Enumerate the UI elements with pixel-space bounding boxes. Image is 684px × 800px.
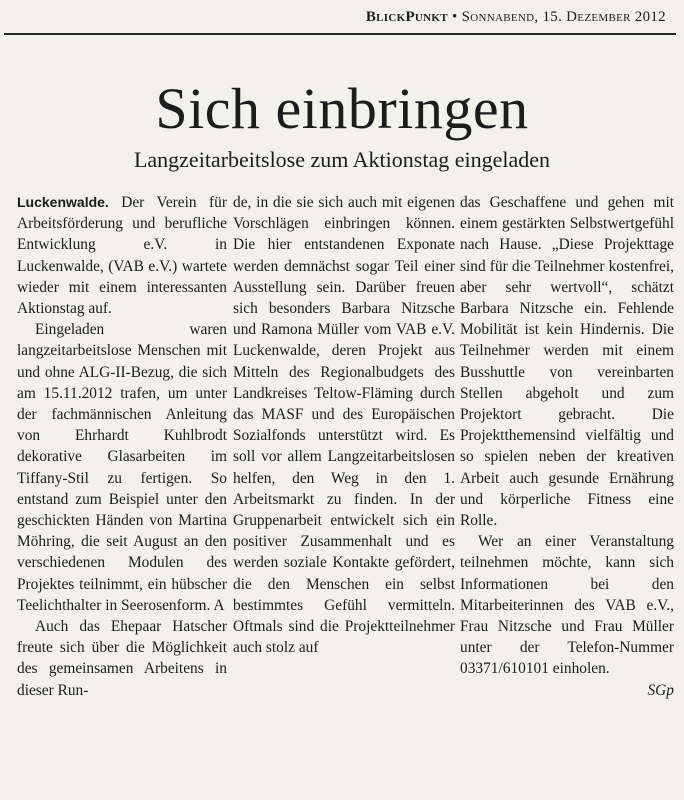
- paragraph-3: Auch das Ehepaar Hatscher freute sich über die Möglichkeit des gemeinsamen Arbeitens in dieser Run-: [17, 618, 227, 699]
- paragraph-3-end: das Geschaffene und gehen mit einem gestärkten Selbstwertgefühl nach Hause. „Diese Projekttage sind für die Teilnehmer kostenfrei, aber sehr wertvoll“, schätzt Barbara Nitzsche ein. Fehlende Mobilität ist kein Hindernis. Die Teilnehmer werden mit einem Busshuttle von vereinbarten Stellen abgeholt und zum Projektort gebracht. Die Projektthemensind vielfältig und so spielen neben der kreativen Arbeit auch gesunde Ernährung und körperliche Fitness eine Rolle.: [460, 194, 674, 530]
- header-line: [366, 9, 666, 26]
- article-subheadline: Langzeitarbeitslose zum Aktionstag eingeladen: [133, 147, 551, 172]
- dateline: Luckenwalde.: [17, 194, 109, 210]
- author-signature: SGp: [647, 681, 674, 699]
- page-header: [0, 0, 684, 36]
- paragraph-intro-text: Der Verein für Arbeitsförderung und berufliche Entwicklung e.V. in Luckenwalde, (VAB e.V.) wartete wieder mit einem interessanten Aktionstag auf.: [17, 194, 227, 318]
- paragraph-contact: Wer an einer Veranstaltung teilnehmen möchte, kann sich Informationen bei den Mitarbeiterinnen des VAB e.V., Frau Nitzsche und Frau Müller unter der Telefon-Nummer 03371/610101 einholen.: [460, 533, 674, 678]
- paragraph-3-continued: de, in die sie sich auch mit eigenen Vorschlägen einbringen können. Die hier entstandenen Exponate werden demnächst sogar Teil einer Ausstellung sein. Darüber freuen sich besonders Barbara Nitzsche und Ramona Müller vom VAB e.V. Luckenwalde, deren Projekt aus Mitteln des Regionalbudgets des Landkreises Teltow-Fläming durch das MASF und des Europäischen Sozialfonds unterstützt wird. Es soll vor allem Langzeitarbeitslosen helfen, den Weg in den 1. Arbeitsmarkt zu finden. In der Gruppenarbeit entwickelt sich ein positiver Zusammenhalt und es werden soziale Kontakte gefördert, die den Menschen ein selbst bestimmtes Gefühl vermitteln. Oftmals sind die Projektteilnehmer auch stolz auf: [233, 194, 455, 657]
- paragraph-intro: [17, 192, 227, 319]
- publication-name: BlickPunkt: [365, 9, 448, 25]
- article-column-1: [17, 192, 227, 790]
- article-column-2: [233, 192, 455, 790]
- article-column-3: [460, 192, 674, 790]
- header-rule: [4, 33, 676, 35]
- issue-date: Sonnabend, 15. Dezember 2012: [461, 9, 666, 25]
- paragraph-2: Eingeladen waren langzeitarbeitslose Menschen mit und ohne ALG-II-Bezug, die sich am 15.11.2012 trafen, um unter der fachmännischen Anleitung von Ehrhardt Kuhlbrodt dekorative Glasarbeiten im Tiffany-Stil zu fertigen. So entstand zum Beispiel unter den geschickten Händen von Martina Möhring, die seit August an den verschiedenen Modulen des Projektes teilnimmt, ein hübscher Teelichthalter in Seerosenform. A: [17, 321, 227, 614]
- article-headline: Sich einbringen: [155, 76, 529, 141]
- header-separator: •: [451, 9, 458, 25]
